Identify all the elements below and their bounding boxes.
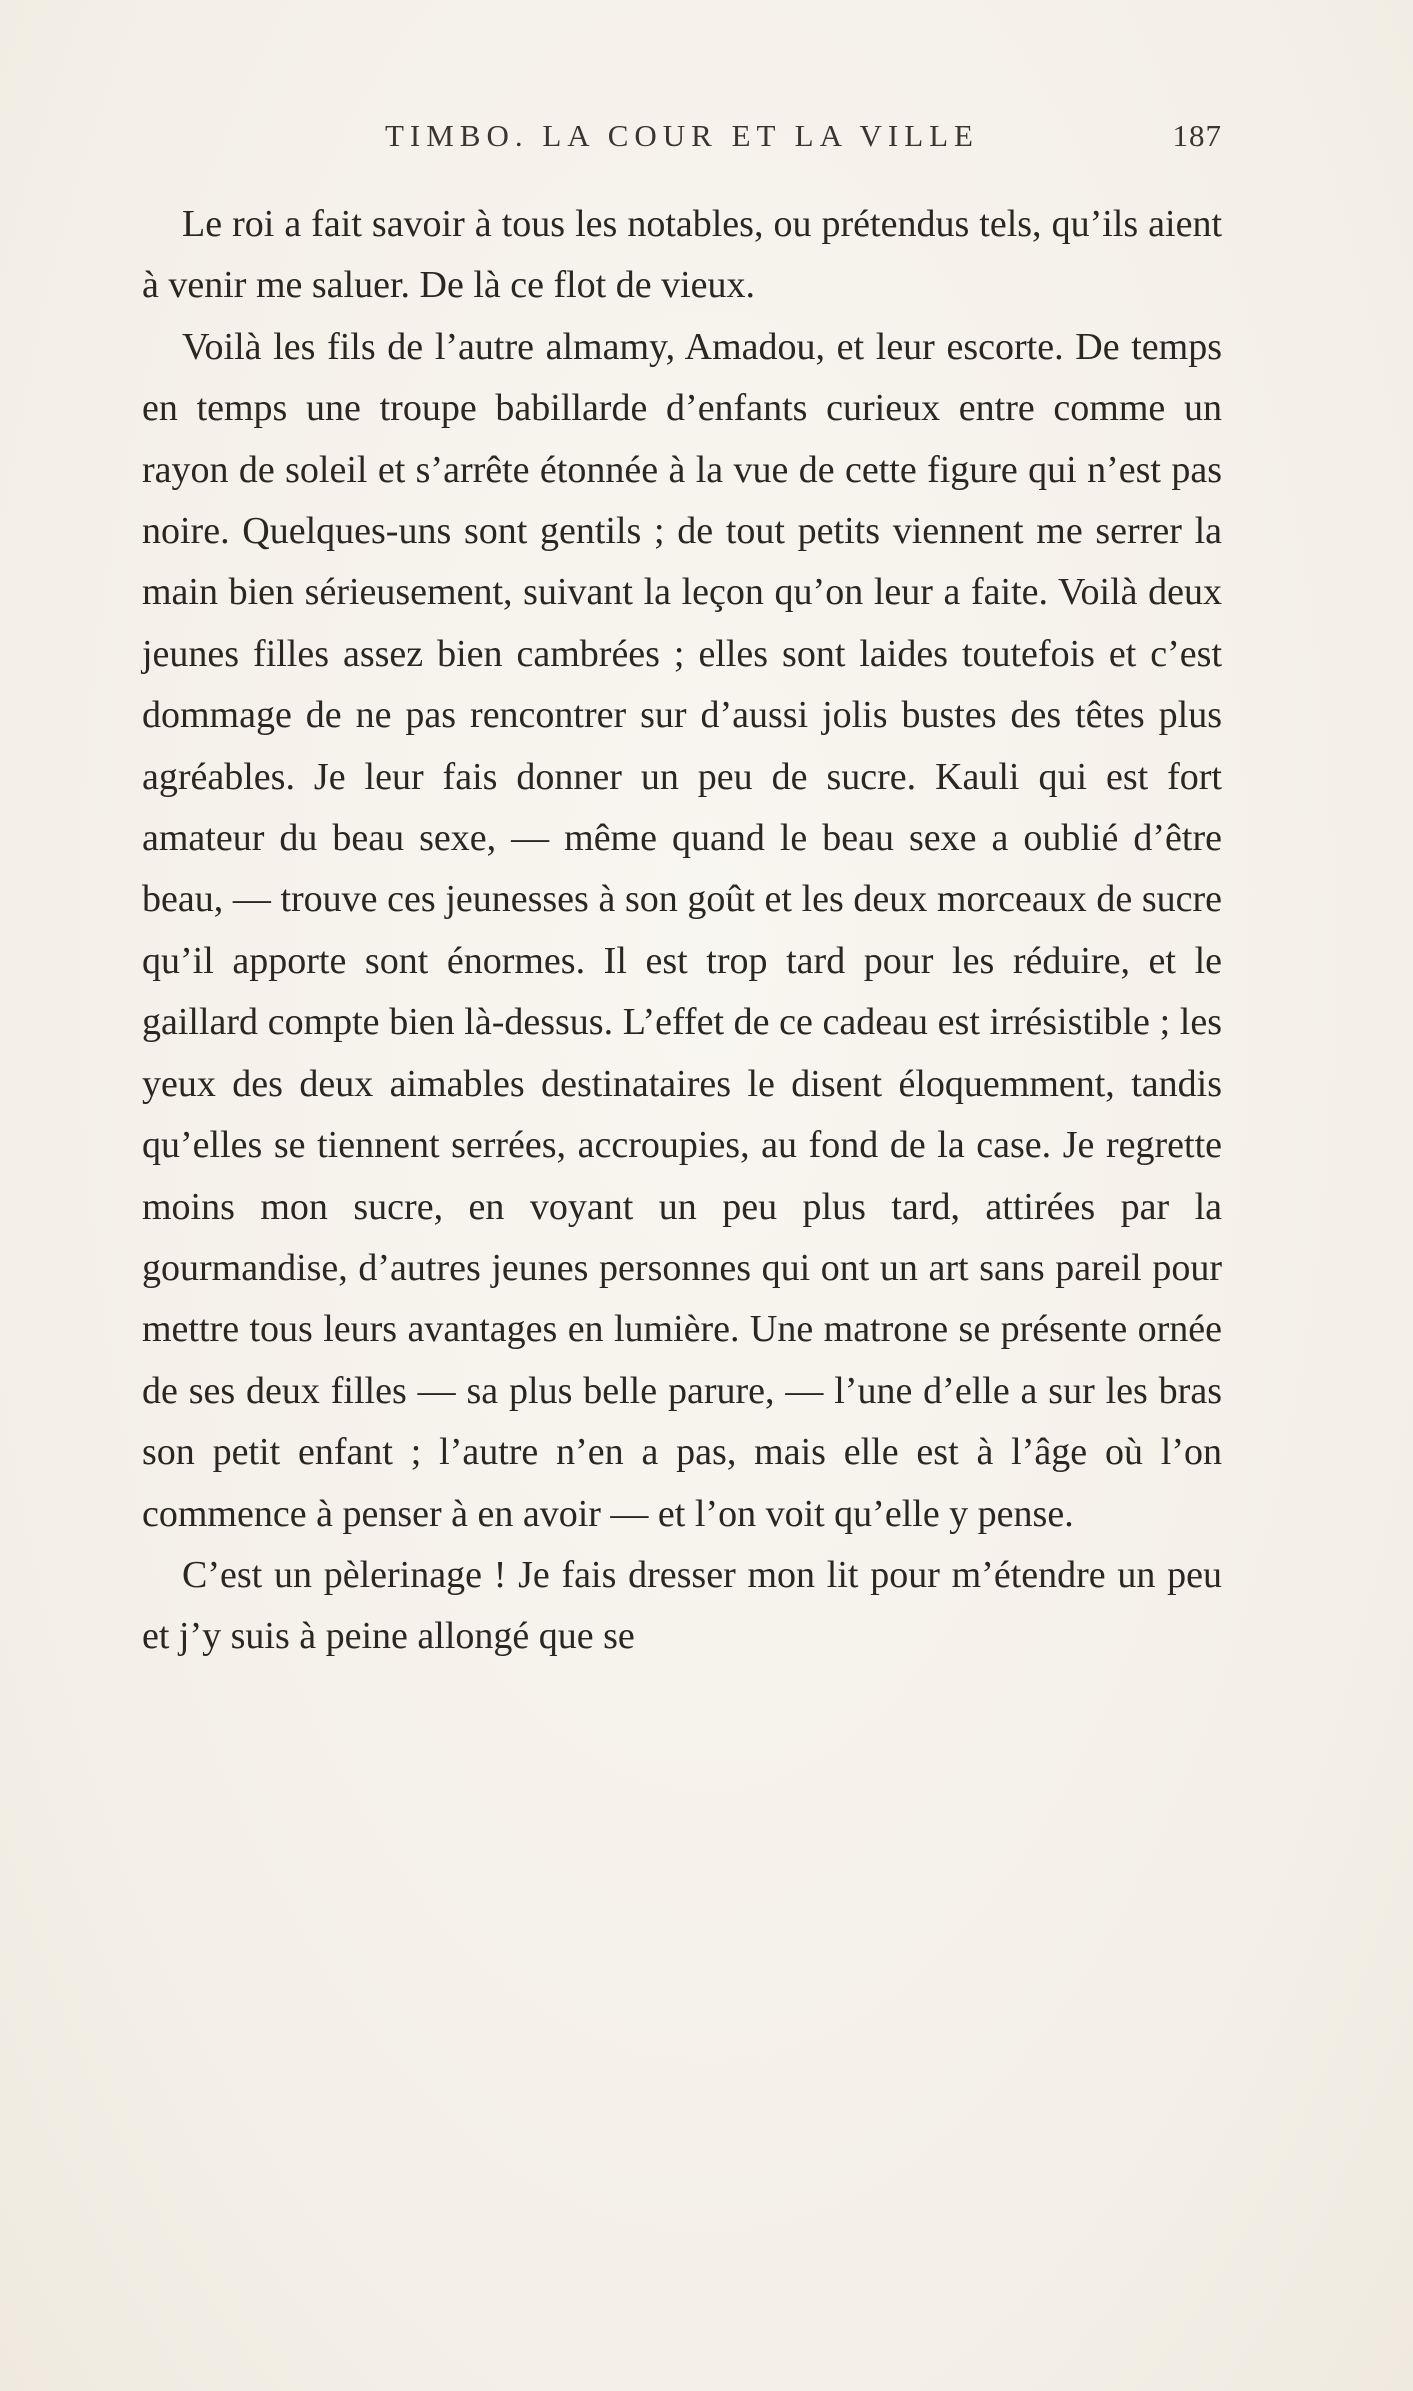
page-number: 187: [1172, 118, 1222, 153]
paragraph: C’est un pèlerinage ! Je fais dresser mon lit pour m’étendre un peu et j’y suis à peine allongé que se: [142, 1553, 1222, 1658]
running-header: [142, 118, 1222, 168]
running-title: TIMBO. LA COUR ET LA VILLE: [384, 118, 979, 153]
paragraph: Voilà les fils de l’autre almamy, Amadou, et leur escorte. De temps en temps une troupe babillarde d’enfants curieux entre comme un rayon de soleil et s’arrête étonnée à la vue de cette figure qui n’est pas noire. Quelques-uns sont gentils ; de tout petits viennent me serrer la main bien sérieusement, suivant la leçon qu’on leur a faite. Voilà deux jeunes filles assez bien cambrées ; elles sont laides toutefois et c’est dommage de ne pas rencontrer sur d’aussi jolis bustes des têtes plus agréables. Je leur fais donner un peu de sucre. Kauli qui est fort amateur du beau sexe, — même quand le beau sexe a oublié d’être beau, — trouve ces jeunesses à son goût et les deux morceaux de sucre qu’il apporte sont énormes. Il est trop tard pour les réduire, et le gaillard compte bien là-dessus. L’effet de ce cadeau est irrésistible ; les yeux des deux aimables destinataires le disent éloquemment, tandis qu’elles se tiennent serrées, accroupies, au fond de la case. Je regrette moins mon sucre, en voyant un peu plus tard, attirées par la gourmandise, d’autres jeunes personnes qui ont un art sans pareil pour mettre tous leurs avantages en lumière. Une matrone se présente ornée de ses deux filles — sa plus belle parure, — l’une d’elle a sur les bras son petit enfant ; l’autre n’en a pas, mais elle est à l’âge où l’on commence à penser à en avoir — et l’on voit qu’elle y pense.: [142, 325, 1222, 1535]
paragraph: Le roi a fait savoir à tous les notables, ou prétendus tels, qu’ils aient à venir me saluer. De là ce flot de vieux.: [142, 203, 1222, 307]
body-text: [142, 194, 1222, 1668]
